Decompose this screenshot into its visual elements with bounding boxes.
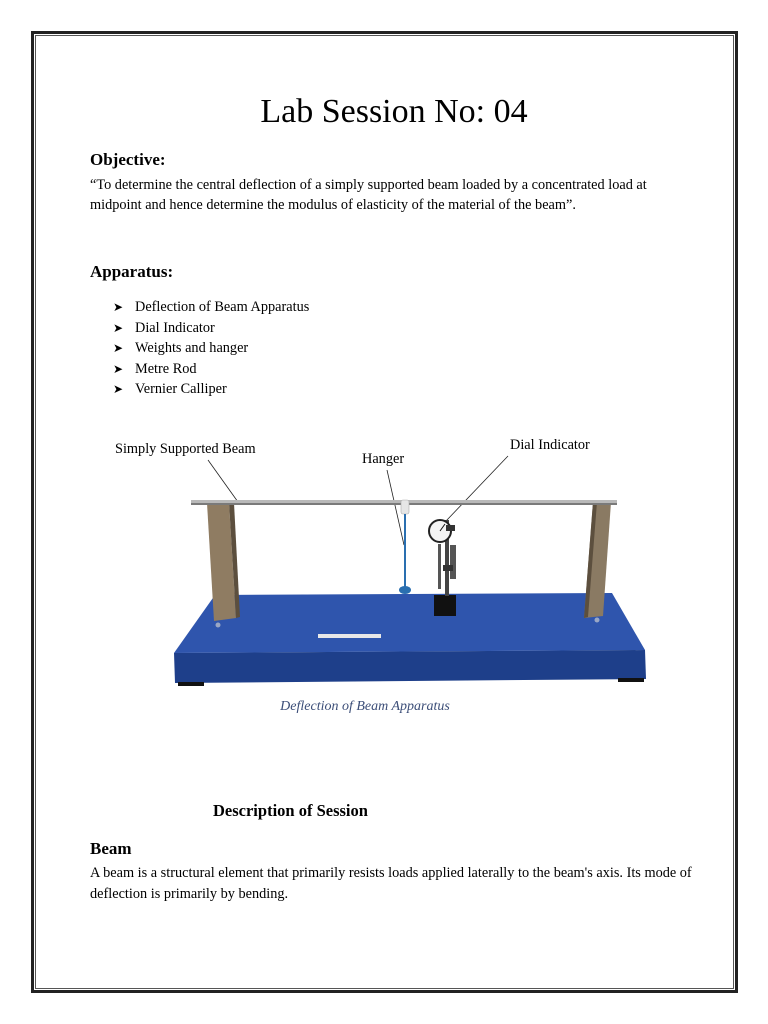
page-title: Lab Session No: 04	[260, 93, 528, 130]
apparatus-item-label: Weights and hanger	[135, 340, 249, 356]
apparatus-item-label: Dial Indicator	[135, 319, 215, 336]
figure-caption: Deflection of Beam Apparatus	[280, 699, 450, 714]
beam-heading: Beam	[90, 839, 132, 858]
objective-heading: Objective:	[90, 150, 166, 169]
description-heading: Description of Session	[213, 801, 368, 820]
label-hanger: Hanger	[362, 451, 405, 467]
label-dial-indicator: Dial Indicator	[510, 437, 590, 453]
apparatus-item-label: Metre Rod	[135, 360, 197, 377]
label-simply-supported-beam: Simply Supported Beam	[115, 441, 256, 457]
arrowhead-bullet-icon: ➤	[113, 382, 124, 396]
base-plate-icon	[174, 593, 646, 686]
arrowhead-bullet-icon: ➤	[113, 300, 124, 314]
arrowhead-bullet-icon: ➤	[113, 341, 124, 355]
arrowhead-bullet-icon: ➤	[113, 320, 124, 335]
hanger-icon	[399, 500, 411, 594]
apparatus-item-label: Deflection of Beam Apparatus	[135, 299, 310, 315]
apparatus-heading: Apparatus:	[90, 262, 174, 281]
arrowhead-bullet-icon: ➤	[113, 361, 124, 376]
objective-text: “To determine the central deflection of a simply supported beam loaded by a concentrated load at midpoint and hence determine the modulus of elasticity of the material of the beam”.	[90, 177, 647, 213]
leader-line-beam	[208, 460, 238, 502]
leader-line-dial	[446, 456, 508, 521]
apparatus-item-label: Vernier Calliper	[135, 381, 227, 397]
beam-text: A beam is a structural element that primarily resists loads applied laterally to the beam's axis. Its mode of deflection is primarily by bending.	[90, 865, 692, 902]
